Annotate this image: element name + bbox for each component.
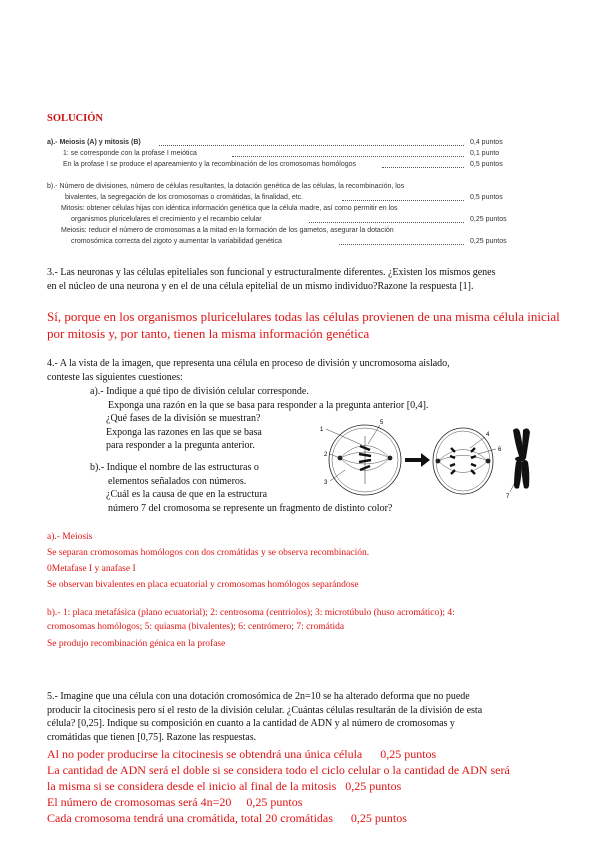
scan-row-b0: b).- Número de divisiones, número de células resultantes, la dotación genética de las células, la recombinación, los [47,183,405,190]
q4-answer-b-line-3: Se produjo recombinación génica en la profase [47,639,226,649]
q5-answer-line-1: Al no poder producirse la citocinesis se obtendrá una única célula 0,25 puntos [47,747,437,761]
q4-b-line-1: b).- Indique el nombre de las estructuras o [90,462,259,473]
q5-line-4: cromátidas que tienen [0,75]. Razone las respuestas. [47,731,257,743]
figure-label-2: 2 [324,452,328,458]
q3-line-1: 3.- Las neuronas y las células epiteliales son funcional y estructuralmente diferentes. ¿Existen los mismos genes [47,267,496,278]
q4-answers-b [47,606,567,651]
scan-row-b3: organismos pluricelulares el crecimiento y el recambio celular 0,25 puntos [71,216,507,223]
question-3 [47,266,562,293]
scan-row-b4: Meiosis: reducir el número de cromosomas a la mitad en la formación de los gametos, asegurar la dotación [61,227,394,234]
q4-b-line-3: ¿Cuál es la causa de que en la estructura [106,489,268,500]
q4-a-line-2: Exponga una razón en la que se basa para responder a la pregunta anterior [0,4]. [108,399,429,411]
scan-row-b2: Mitosis: obtener células hijas con idéntica información genética que la célula madre, así como permitir en los [61,205,398,212]
scan-row-b5: cromosómica correcta del zigoto y aumentar la variabilidad genética 0,25 puntos [71,238,507,245]
isolated-chromosome [513,428,530,488]
q5-line-2: producir la citocinesis pero sí el resto de la división celular. ¿Cuántas células resultarán de la división de esta [47,704,483,716]
q4-line-1: 4.- A la vista de la imagen, que representa una célula en proceso de división y uncromosoma aislado, [47,358,450,369]
q5-answer-line-2: La cantidad de ADN será el doble si se considera todo el ciclo celular o la cantidad de ADN será [47,763,510,777]
q4-answer-a-line-1: Se separan cromosomas homólogos con dos cromátidas y se observa recombinación. [47,548,370,558]
solution-heading: SOLUCIÓN [47,113,104,124]
q5-line-1: 5.- Imagine que una célula con una dotación cromosómica de 2n=10 se ha alterado deforma que no puede [47,691,470,702]
q5-answer-line-5: Cada cromosoma tendrá una cromátida, total 20 cromátidas 0,25 puntos [47,811,407,825]
q4-answer-a-line-2: 0Metafase I y anafase I [47,564,136,574]
q4-a-line-3: ¿Qué fases de la división se muestran? [106,413,261,424]
q3-answer-line-1: Sí, porque en los organismos pluricelulares todas las células provienen de una misma célula inicial [47,309,560,324]
q5-answer [47,746,567,826]
figure-label-4: 4 [486,432,490,438]
metaphase-cell [329,425,401,495]
question-4-intro [47,357,567,384]
question-5 [47,690,567,744]
figure-label-1: 1 [320,427,324,433]
q4-a-line-4: Exponga las razones en las que se basa [106,426,262,438]
scan-row-a1: 1: se corresponde con la profase I meiótica 0,1 punto [63,150,500,157]
scan-row-b1: bivalentes, la segregación de los cromosomas o cromátidas, la finalidad, etc. 0,5 puntos [65,194,503,201]
q4-b-line-2: elementos señalados con números. [108,475,247,487]
q4-b-line-4: número 7 del cromosoma se represente un fragmento de distinto color? [108,502,393,514]
q3-answer-line-2: por mitosis y, por tanto, tienen la misma información genética [47,326,370,341]
q4-a-line-5: para responder a la pregunta anterior. [106,440,255,451]
q3-answer [47,308,567,342]
scan-row-a0: a).- Meiosis (A) y mitosis (B) 0,4 puntos [47,139,503,146]
anaphase-cell [433,428,493,494]
scanned-solution-block [47,138,552,250]
q5-answer-line-3: la misma si se considera desde el inicio al final de la mitosis 0,25 puntos [47,779,402,793]
q4-answer-a-line-3: Se observan bivalentes en placa ecuatorial y cromosomas homólogos separándose [47,580,359,590]
q4-line-2: conteste las siguientes cuestiones: [47,371,183,383]
q4-answer-a-title: a).- Meiosis [47,532,93,542]
figure-label-7: 7 [506,494,510,500]
q4-answers-a [47,530,567,592]
scan-row-a2: En la profase I se produce el apareamiento y la recombinación de los cromosomas homólogos 0,5 puntos [63,161,503,168]
arrow-icon [405,453,430,467]
q3-line-2: en el núcleo de una neurona y en el de una célula epitelial de un mismo individuo?Razone la respuesta [1]. [47,280,474,292]
q4-answer-b-line-2: cromosomas homólogos; 5: quiasma (bivalentes); 6: centrómero; 7: cromátida [47,622,345,632]
q4-answer-b-line-1: b).- 1: placa metafásica (plano ecuatorial); 2: centrosoma (centriolos); 3: microtúbulo (huso acromático); 4: [47,608,455,618]
figure-label-3: 3 [324,480,328,486]
q5-answer-line-4: El número de cromosomas será 4n=20 0,25 puntos [47,795,303,809]
figure-label-6: 6 [498,447,502,453]
cell-division-figure [310,418,545,503]
figure-label-5: 5 [380,420,384,426]
q5-line-3: célula? [0,25]. Indique su composición en cuanto a la cantidad de ADN y al número de cromosomas y [47,718,455,729]
q4-a-line-1: a).- Indique a qué tipo de división celular corresponde. [90,386,309,397]
